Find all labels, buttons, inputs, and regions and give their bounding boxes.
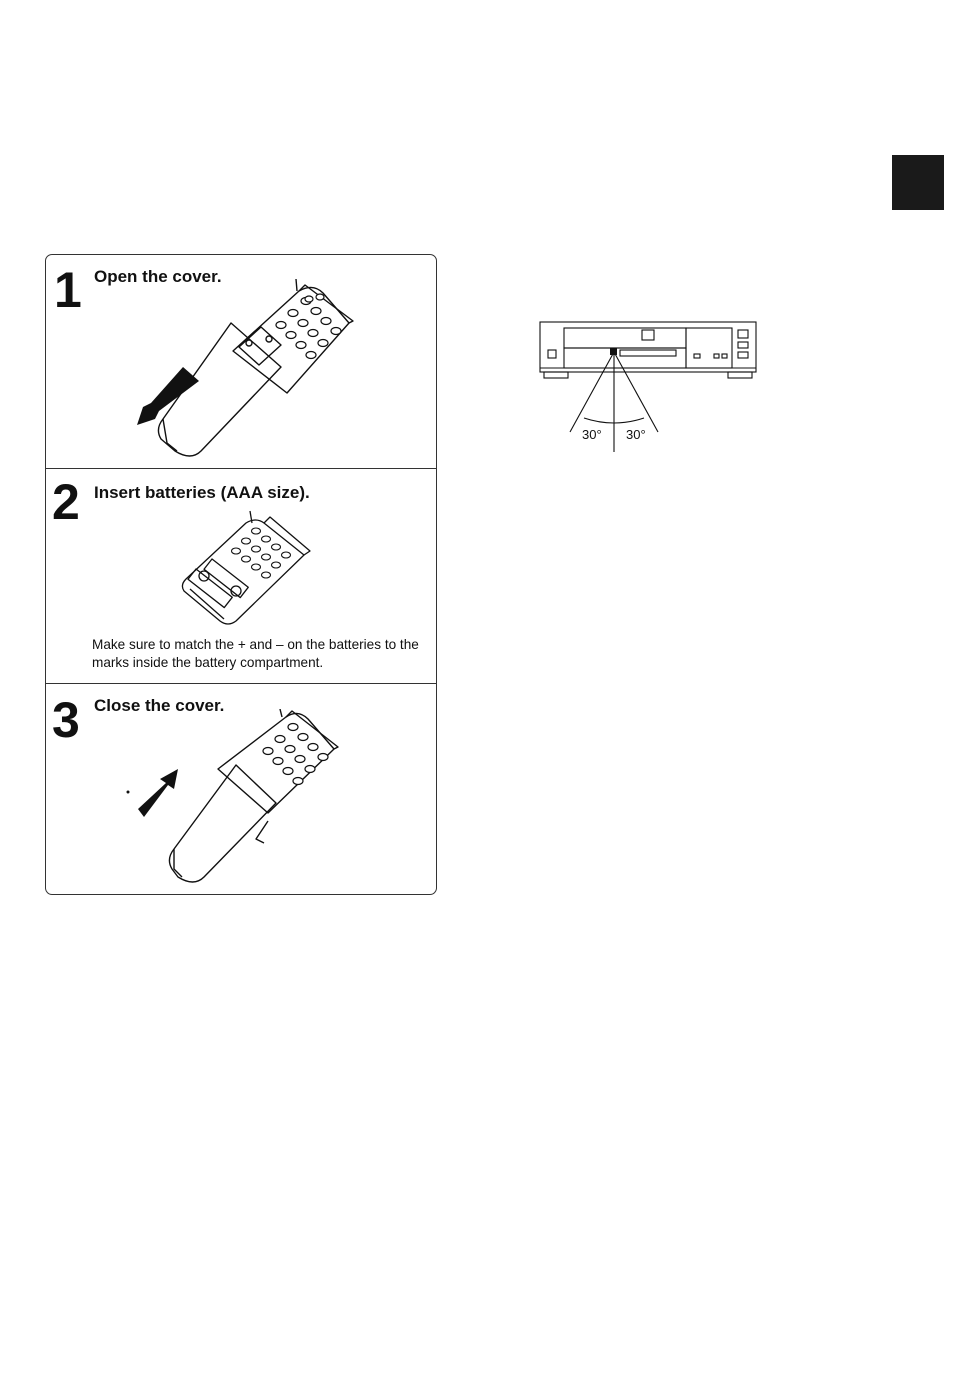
remote-battery-steps-box bbox=[45, 254, 437, 895]
step-number: 2 bbox=[52, 474, 80, 530]
step-title: Close the cover. bbox=[94, 696, 225, 715]
battery-polarity-note: Make sure to match the + and – on the batteries to the marks inside the battery compartment. bbox=[92, 637, 419, 670]
step-1 bbox=[46, 255, 436, 469]
arrow-up-right-icon bbox=[138, 769, 178, 817]
remote-sensor-range-figure bbox=[528, 310, 768, 460]
step-2 bbox=[46, 469, 436, 684]
angle-left-label: 30° bbox=[582, 427, 602, 442]
step-number: 3 bbox=[52, 692, 80, 748]
step-3 bbox=[46, 684, 436, 894]
page-thumb-tab bbox=[892, 155, 944, 210]
step-number: 1 bbox=[54, 262, 82, 318]
remote-open-cover-illustration bbox=[131, 273, 371, 463]
remote-close-cover-illustration bbox=[118, 709, 358, 889]
remote-insert-batteries-illustration bbox=[176, 509, 326, 634]
arrow-down-left-icon bbox=[137, 367, 199, 425]
angle-right-label: 30° bbox=[626, 427, 646, 442]
step-title: Open the cover. bbox=[94, 267, 222, 286]
step-title: Insert batteries (AAA size). bbox=[94, 483, 310, 502]
